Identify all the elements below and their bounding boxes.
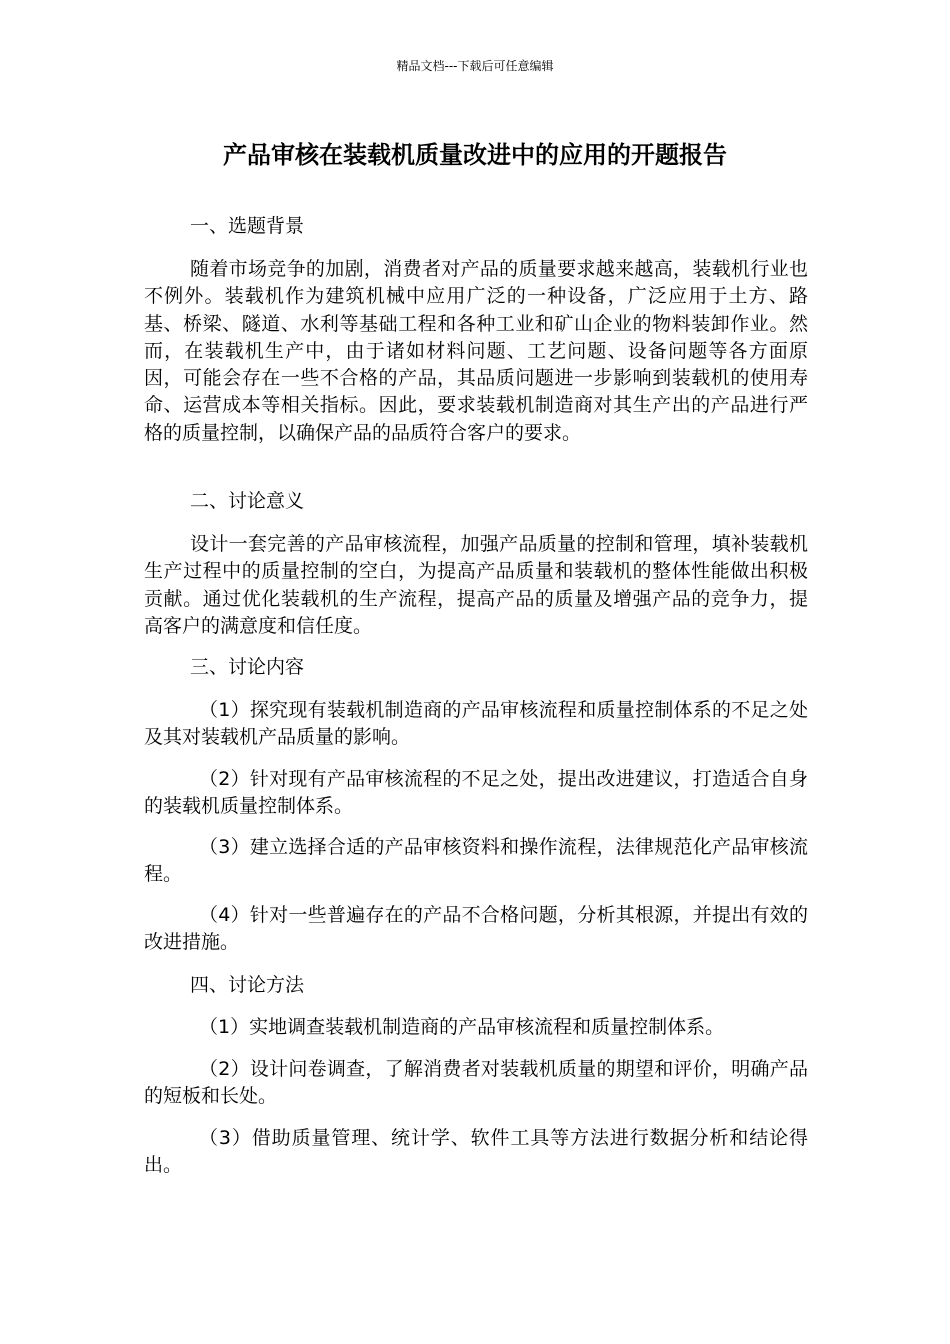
section-heading-background: 一、选题背景 <box>190 215 305 237</box>
content-item-4: （4）针对一些普遍存在的产品不合格问题，分析其根源，并提出有效的改进措施。 <box>144 904 808 954</box>
section-heading-significance: 二、讨论意义 <box>190 490 305 512</box>
section-heading-content: 三、讨论内容 <box>190 656 305 678</box>
method-item-2: （2）设计问卷调查，了解消费者对装载机质量的期望和评价，明确产品的短板和长处。 <box>144 1058 808 1108</box>
paragraph-significance: 设计一套完善的产品审核流程，加强产品质量的控制和管理，填补装载机生产过程中的质量控制的空白，为提高产品质量和装载机的整体性能做出积极贡献。通过优化装载机的生产流程，提高产品的质量及增强产品的竞争力，提高客户的满意度和信任度。 <box>144 533 808 637</box>
document-title: 产品审核在装载机质量改进中的应用的开题报告 <box>223 141 727 169</box>
content-item-3: （3）建立选择合适的产品审核资料和操作流程，法律规范化产品审核流程。 <box>144 836 808 886</box>
content-item-1: （1）探究现有装载机制造商的产品审核流程和质量控制体系的不足之处及其对装载机产品质量的影响。 <box>144 699 808 749</box>
section-heading-methods: 四、讨论方法 <box>190 974 305 996</box>
content-item-2: （2）针对现有产品审核流程的不足之处，提出改进建议，打造适合自身的装载机质量控制体系。 <box>144 768 808 818</box>
header-note: 精品文档---下载后可任意编辑 <box>396 59 554 73</box>
method-item-1: （1）实地调查装载机制造商的产品审核流程和质量控制体系。 <box>199 1016 725 1038</box>
method-item-3: （3）借助质量管理、统计学、软件工具等方法进行数据分析和结论得出。 <box>144 1127 808 1177</box>
paragraph-background: 随着市场竞争的加剧，消费者对产品的质量要求越来越高，装载机行业也不例外。装载机作为建筑机械中应用广泛的一种设备，广泛应用于土方、路基、桥梁、隧道、水利等基础工程和各种工业和矿山企业的物料装卸作业。然而，在装载机生产中，由于诸如材料问题、工艺问题、设备问题等各方面原因，可能会存在一些不合格的产品，其品质问题进一步影响到装载机的使用寿命、运营成本等相关指标。因此，要求装载机制造商对其生产出的产品进行严格的质量控制，以确保产品的品质符合客户的要求。 <box>144 258 808 444</box>
